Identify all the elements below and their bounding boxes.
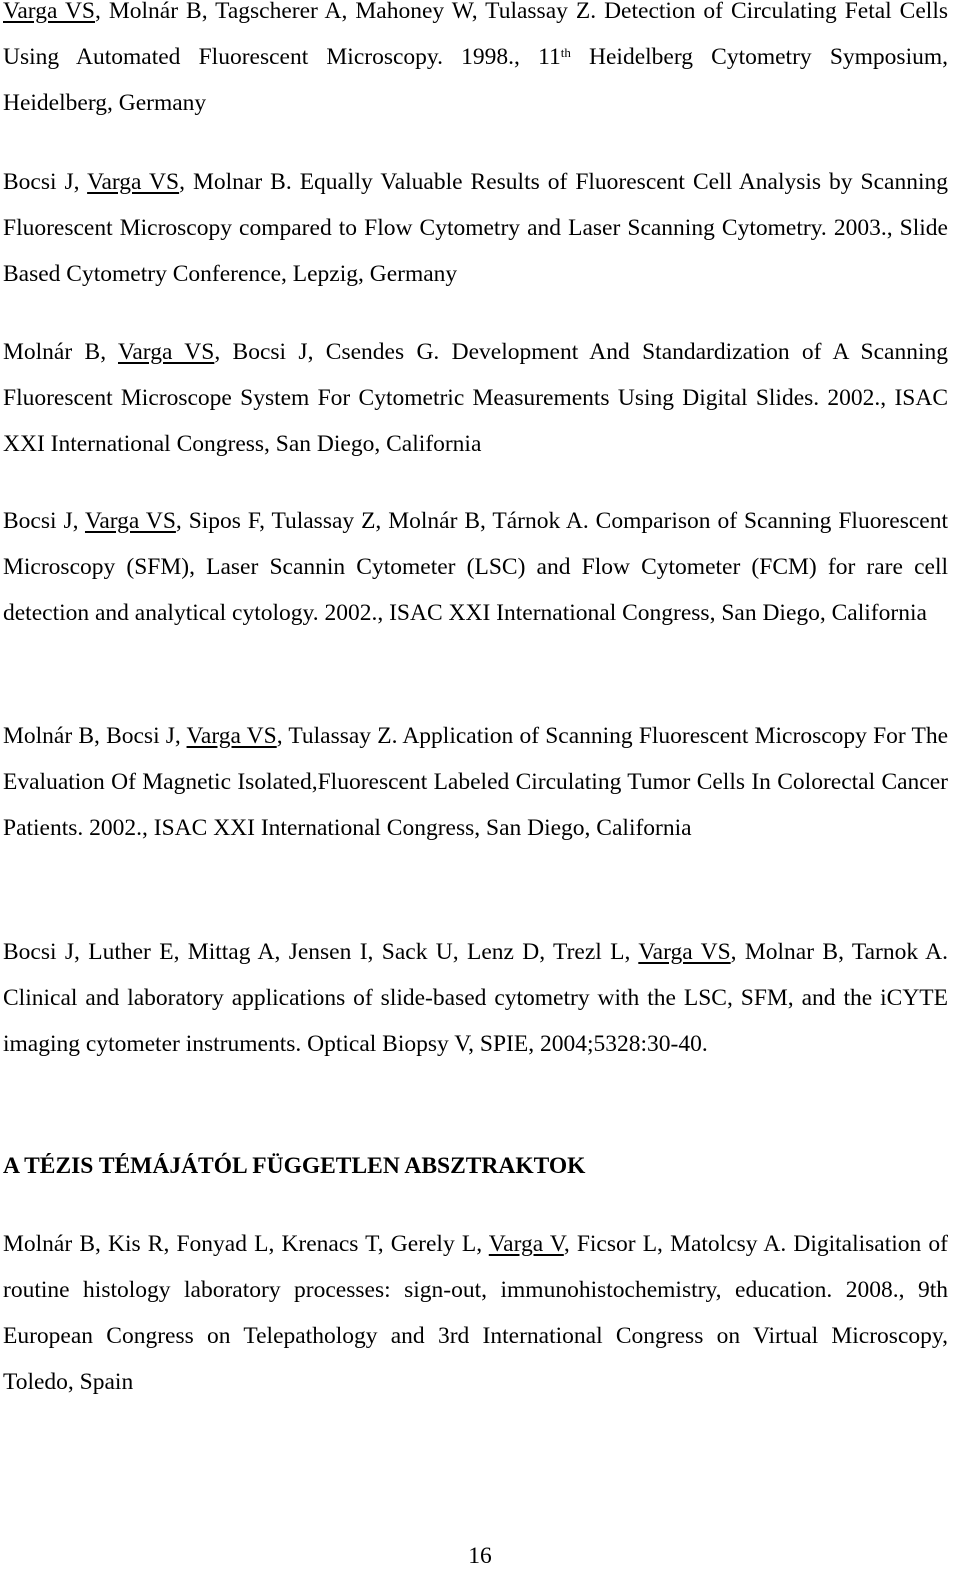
reference-text: , Sipos F, Tulassay Z, Molnár B, Tárnok A. Comparison of Scanning Fluorescent Microscopy (SFM), Laser Scannin Cytometer (LSC) and Flow Cytometer (FCM) for rare cell detection and analytical cytology. 2002., ISAC XXI International Congress, San Diego, California	[3, 508, 948, 626]
reference-authors-pre: Molnár B,	[3, 339, 118, 365]
reference-underlined-author: Varga VS	[118, 339, 215, 365]
reference-entry	[3, 498, 948, 636]
section-heading: A TÉZIS TÉMÁJÁTÓL FÜGGETLEN ABSZTRAKTOK	[3, 1153, 586, 1179]
reference-superscript: th	[560, 45, 571, 60]
reference-entry	[3, 929, 948, 1067]
reference-text: , Tulassay Z. Application of Scanning Fluorescent Microscopy For The Evaluation Of Magnetic Isolated,Fluorescent Labeled Circulating Tumor Cells In Colorectal Cancer Patients. 2002., ISAC XXI International Congress, San Diego, California	[3, 723, 948, 841]
reference-authors-pre: Bocsi J, Luther E, Mittag A, Jensen I, Sack U, Lenz D, Trezl L,	[3, 939, 639, 965]
reference-authors-pre: Molnár B, Kis R, Fonyad L, Krenacs T, Gerely L,	[3, 1231, 489, 1257]
reference-entry	[3, 1221, 948, 1405]
reference-text: , Molnar B. Equally Valuable Results of Fluorescent Cell Analysis by Scanning Fluorescent Microscopy compared to Flow Cytometry and Laser Scanning Cytometry. 2003., Slide Based Cytometry Conference, Lepzig, Germany	[3, 169, 949, 287]
reference-authors-pre: Bocsi J,	[3, 508, 85, 534]
reference-entry	[3, 329, 948, 467]
reference-underlined-author: Varga VS	[84, 508, 176, 534]
reference-entry	[3, 159, 948, 297]
reference-authors-pre: Molnár B, Bocsi J,	[3, 723, 187, 749]
reference-text: , Molnar B, Tarnok A. Clinical and laboratory applications of slide-based cytometry with the LSC, SFM, and the iCYTE imaging cytometer instruments. Optical Biopsy V, SPIE, 2004;5328:30-40.	[3, 939, 948, 1057]
reference-authors-pre: Bocsi J,	[3, 169, 88, 195]
reference-underlined-author: Varga VS	[638, 939, 731, 965]
reference-text: , Ficsor L, Matolcsy A. Digitalisation of routine histology laboratory processes: sign-out, immunohistochemistry, education. 2008., 9th European Congress on Telepathology and 3rd International Congress on Virtual Microscopy, Toledo, Spain	[3, 1231, 948, 1395]
reference-underlined-author: Varga VS	[3, 0, 95, 24]
reference-entry	[3, 713, 948, 851]
reference-entry	[3, 0, 948, 126]
reference-tail: Heidelberg Cytometry Symposium, Heidelberg, Germany	[3, 44, 949, 116]
reference-underlined-author: Varga VS	[87, 169, 180, 195]
reference-text: , Bocsi J, Csendes G. Development And Standardization of A Scanning Fluorescent Microscope System For Cytometric Measurements Using Digital Slides. 2002., ISAC XXI International Congress, San Diego, California	[3, 339, 949, 457]
reference-underlined-author: Varga VS	[186, 723, 277, 749]
page-number: 16	[468, 1543, 492, 1569]
reference-underlined-author: Varga V	[488, 1231, 564, 1257]
reference-text: , Molnár B, Tagscherer A, Mahoney W, Tulassay Z. Detection of Circulating Fetal Cells Using Automated Fluorescent Microscopy. 1998., 11	[3, 0, 948, 70]
